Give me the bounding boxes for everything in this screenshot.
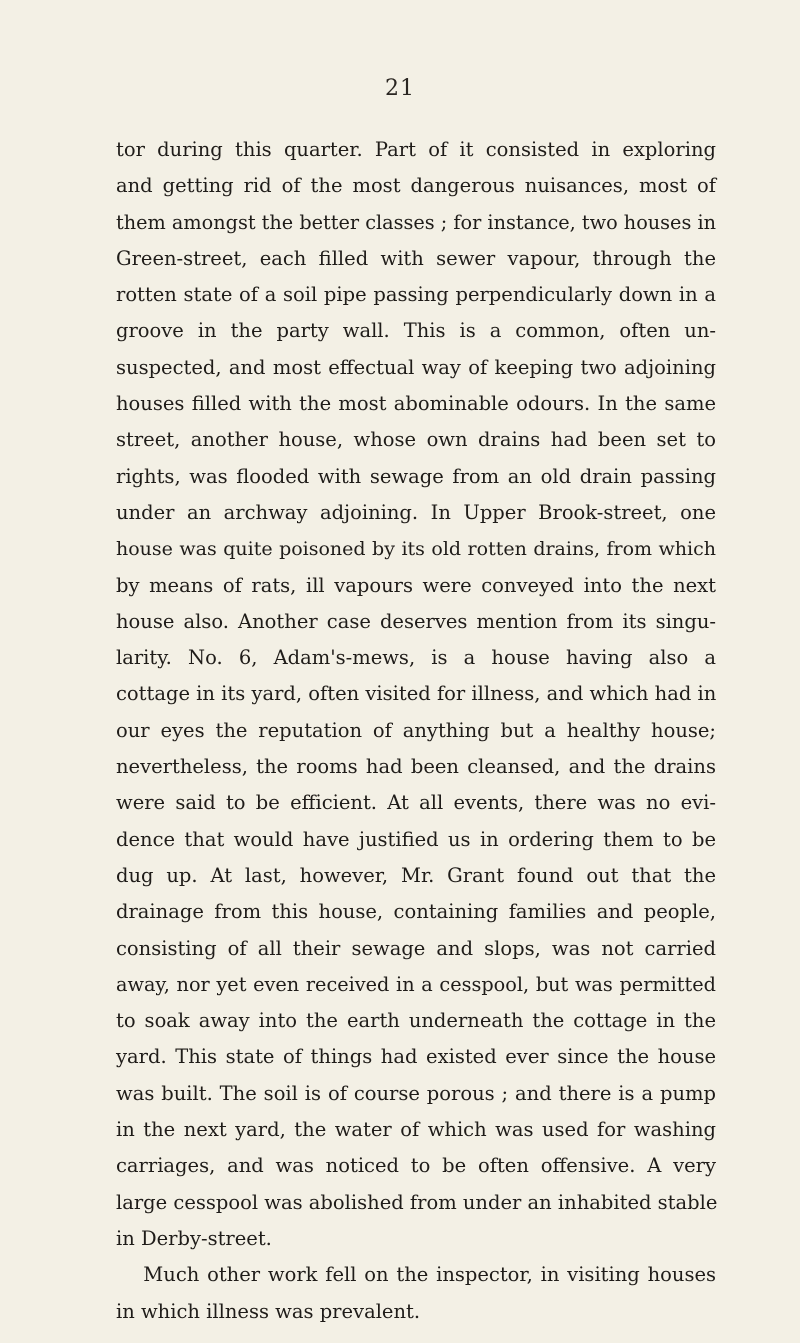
text-line: were said to be efficient. At all events, there was no evi- (116, 791, 716, 815)
text-line: drainage from this house, containing families and people, (116, 900, 716, 924)
text-line: and getting rid of the most dangerous nuisances, most of (116, 174, 716, 198)
text-line: street, another house, whose own drains had been set to (116, 428, 716, 452)
text-line: dug up. At last, however, Mr. Grant found out that the (116, 863, 716, 887)
text-line: by means of rats, ill vapours were conveyed into the next (116, 573, 716, 597)
text-line: Much other work fell on the inspector, in visiting houses (143, 1263, 716, 1287)
text-line: in which illness was prevalent. (116, 1299, 421, 1323)
text-line: was built. The soil is of course porous ; and there is a pump (116, 1081, 716, 1105)
text-line: rights, was flooded with sewage from an old drain passing (116, 464, 716, 488)
text-line: carriages, and was noticed to be often offensive. A very (116, 1154, 716, 1178)
paragraph-1 (116, 132, 716, 1257)
text-line: Green-street, each filled with sewer vapour, through the (116, 246, 716, 270)
text-line: rotten state of a soil pipe passing perpendicularly down in a (116, 283, 716, 307)
text-line: away, nor yet even received in a cesspool, but was permitted (116, 972, 716, 996)
text-line: larity. No. 6, Adam's-mews, is a house having also a (116, 646, 716, 670)
text-line: large cesspool was abolished from under an inhabited stable (116, 1190, 718, 1214)
text-line: to soak away into the earth underneath the cottage in the (116, 1009, 716, 1033)
page-number: 21 (385, 76, 415, 101)
text-line: under an archway adjoining. In Upper Brook-street, one (116, 500, 716, 524)
text-line: them amongst the better classes ; for instance, two houses in (116, 210, 717, 234)
body-text (116, 132, 716, 1330)
text-line: consisting of all their sewage and slops, was not carried (116, 936, 716, 960)
text-line: houses filled with the most abominable odours. In the same (116, 392, 716, 416)
text-line: house was quite poisoned by its old rotten drains, from which (116, 538, 716, 561)
paragraph-2 (116, 1257, 716, 1330)
text-line: our eyes the reputation of anything but a healthy house; (116, 718, 716, 742)
text-line: suspected, and most effectual way of keeping two adjoining (116, 355, 716, 379)
text-line: cottage in its yard, often visited for illness, and which had in (116, 682, 717, 706)
text-line: in the next yard, the water of which was used for washing (116, 1118, 716, 1142)
text-line: in Derby-street. (116, 1226, 272, 1250)
text-line: dence that would have justified us in ordering them to be (116, 827, 716, 851)
text-line: nevertheless, the rooms had been cleansed, and the drains (116, 755, 716, 779)
text-line: tor during this quarter. Part of it consisted in exploring (116, 138, 716, 161)
text-line: house also. Another case deserves mention from its singu- (116, 609, 716, 633)
text-line: groove in the party wall. This is a common, often un- (116, 319, 716, 343)
text-line: yard. This state of things had existed ever since the house (116, 1045, 716, 1069)
